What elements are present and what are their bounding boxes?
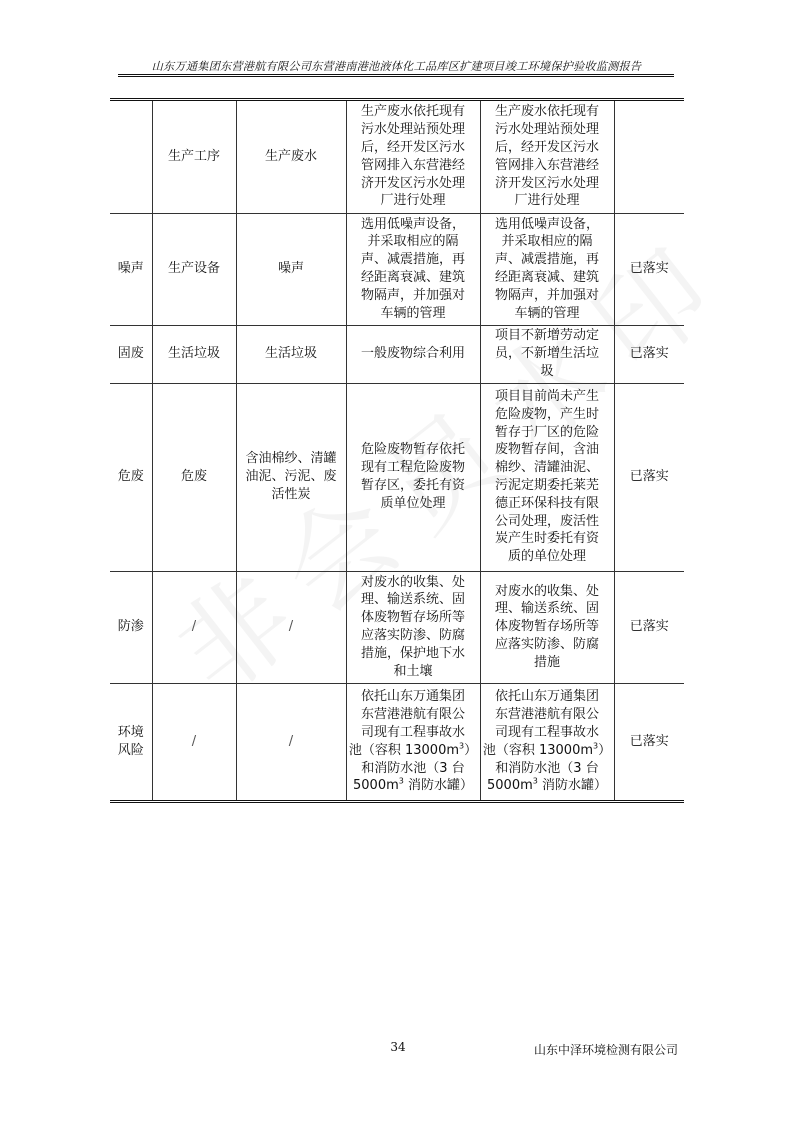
footer-company: 山东中泽环境检测有限公司: [533, 1043, 678, 1057]
line: 厂进行处理: [514, 193, 580, 209]
line: 棉纱、清罐油泥、: [494, 460, 599, 476]
header-rule-top: [118, 74, 674, 75]
text: 消防水罐）: [403, 778, 473, 794]
line: 并采取相应的隔: [501, 234, 593, 250]
measures-table-wrap: [110, 98, 684, 803]
table-bottom-rule: [110, 800, 684, 803]
cell-pollutant: [236, 383, 346, 571]
text: 池（容积 13000m: [348, 742, 460, 758]
line: [483, 742, 612, 760]
line: 和土壤: [393, 663, 433, 679]
line: 危险废物，产生时: [494, 406, 599, 422]
line: 济开发区污水处理: [494, 175, 599, 191]
cell-process: /: [152, 683, 236, 800]
line: 污水处理站预处理: [494, 122, 599, 138]
line: 圾: [540, 363, 554, 379]
cell-actual: [480, 683, 614, 800]
line: 暂存于厂区的危险: [494, 424, 599, 440]
table-row: [110, 325, 684, 383]
cell-requirement: [346, 383, 480, 571]
cell-actual: [480, 325, 614, 383]
cell-status: 已落实: [614, 383, 684, 571]
cell-requirement: [346, 101, 480, 213]
cell-category: 噪声: [110, 213, 152, 325]
line: 声、减震措施，再: [494, 252, 599, 268]
line: 含油棉纱、清罐: [245, 451, 337, 467]
cell-process: /: [152, 571, 236, 683]
line: 理、输送系统、固: [360, 592, 465, 608]
cell-process: 生产设备: [152, 213, 236, 325]
text: 5000m: [353, 778, 399, 794]
page-number: 34: [390, 1040, 406, 1054]
page-header: 山东万通集团东营港航有限公司东营港南港池液体化工品库区扩建项目竣工环境保护验收监测报告: [151, 60, 642, 73]
line: 污泥定期委托莱芜: [494, 478, 599, 493]
line: 司现有工程事故水: [494, 724, 599, 740]
line: 一般废物综合利用: [360, 346, 465, 362]
line: 管网排入东营港经: [360, 157, 465, 173]
line: 选用低噪声设备，: [494, 216, 599, 232]
line: 依托山东万通集团: [360, 689, 465, 705]
line: 生产废水依托现有: [494, 104, 599, 120]
cell-actual: [480, 383, 614, 571]
line: 管网排入东营港经: [494, 157, 599, 173]
superscript: 3: [593, 741, 599, 751]
cell-status: 已落实: [614, 325, 684, 383]
table-row: [110, 683, 684, 800]
cell-requirement: [346, 213, 480, 325]
superscript: 3: [459, 741, 465, 751]
text: 消防水罐）: [537, 778, 607, 794]
line: 后，经开发区污水: [494, 139, 599, 155]
cell-pollutant: /: [236, 683, 346, 800]
line: 对废水的收集、处: [360, 574, 465, 590]
text: ）: [464, 742, 478, 758]
line: 选用低噪声设备，: [360, 216, 465, 232]
cell-actual: [480, 101, 614, 213]
line: 理、输送系统、固: [494, 601, 599, 617]
text: ）: [598, 742, 612, 758]
line: 体废物暂存场所等: [494, 619, 599, 635]
line: 炭产生时委托有资: [494, 531, 599, 547]
line: 对废水的收集、处: [494, 583, 599, 599]
line: 厂进行处理: [380, 193, 446, 209]
line: 措施: [533, 654, 560, 670]
line: 体废物暂存场所等: [360, 610, 465, 626]
line: 危险废物暂存依托: [360, 442, 465, 458]
line: 环境: [117, 724, 144, 740]
cell-requirement: [346, 683, 480, 800]
cell-pollutant: /: [236, 571, 346, 683]
line: 依托山东万通集团: [494, 689, 599, 705]
line: 应落实防渗、防腐: [494, 636, 599, 652]
line: 东营港港航有限公: [494, 707, 599, 723]
cell-actual: [480, 571, 614, 683]
line: 经距离衰减、建筑: [494, 270, 599, 285]
cell-category: 危废: [110, 383, 152, 571]
line: [349, 742, 478, 760]
line: 生产废水依托现有: [360, 104, 465, 120]
line: 油泥、污泥、废: [245, 469, 337, 485]
cell-status: 已落实: [614, 571, 684, 683]
table-row: [110, 571, 684, 683]
line: 公司处理，废活性: [494, 513, 599, 529]
cell-status: 已落实: [614, 213, 684, 325]
cell-pollutant: 生产废水: [236, 101, 346, 213]
line: 东营港港航有限公: [360, 707, 465, 723]
line: 措施，保护地下水: [360, 645, 465, 661]
line: 车辆的管理: [514, 305, 580, 321]
line: 员，不新增生活垃: [494, 346, 599, 362]
cell-actual: [480, 213, 614, 325]
table-row: [110, 101, 684, 213]
line: 应落实防渗、防腐: [360, 628, 465, 643]
cell-category: 防渗: [110, 571, 152, 683]
text: 池（容积 13000m: [482, 742, 594, 758]
cell-category: 固废: [110, 325, 152, 383]
line: 经距离衰减、建筑: [360, 270, 465, 285]
line: 质的单位处理: [507, 549, 586, 565]
line: 济开发区污水处理: [360, 175, 465, 191]
table-row: [110, 383, 684, 571]
line: 和消防水池（3 台: [361, 760, 465, 776]
line: 德正环保科技有限: [494, 495, 599, 511]
cell-requirement: [346, 571, 480, 683]
line: 废物暂存间，含油: [494, 442, 599, 458]
environmental-measures-table: [110, 101, 684, 800]
text: 5000m: [487, 778, 533, 794]
line: 项目不新增劳动定: [494, 328, 599, 344]
line: [349, 777, 478, 795]
cell-process: 危废: [152, 383, 236, 571]
table-row: [110, 213, 684, 325]
line: 声、减震措施，再: [360, 252, 465, 268]
line: 活性炭: [271, 486, 311, 502]
superscript: 3: [532, 777, 538, 787]
cell-category: [110, 101, 152, 213]
line: 暂存区，委托有资: [360, 478, 465, 493]
line: 质单位处理: [380, 495, 446, 511]
cell-status: [614, 101, 684, 213]
line: 风险: [117, 742, 144, 758]
header-rule-bottom: [118, 76, 674, 77]
cell-requirement: [346, 325, 480, 383]
line: 司现有工程事故水: [360, 724, 465, 740]
line: 车辆的管理: [380, 305, 446, 321]
line: 物隔声，并加强对: [494, 287, 599, 303]
line: 项目目前尚未产生: [494, 389, 599, 405]
line: 现有工程危险废物: [360, 460, 465, 476]
cell-process: 生产工序: [152, 101, 236, 213]
line: 物隔声，并加强对: [360, 287, 465, 303]
cell-category: [110, 683, 152, 800]
line: 并采取相应的隔: [367, 234, 459, 250]
cell-process: 生活垃圾: [152, 325, 236, 383]
superscript: 3: [398, 777, 404, 787]
line: [483, 777, 612, 795]
line: 后，经开发区污水: [360, 139, 465, 155]
cell-pollutant: 噪声: [236, 213, 346, 325]
cell-status: 已落实: [614, 683, 684, 800]
cell-pollutant: 生活垃圾: [236, 325, 346, 383]
line: 污水处理站预处理: [360, 122, 465, 138]
line: 和消防水池（3 台: [495, 760, 599, 776]
